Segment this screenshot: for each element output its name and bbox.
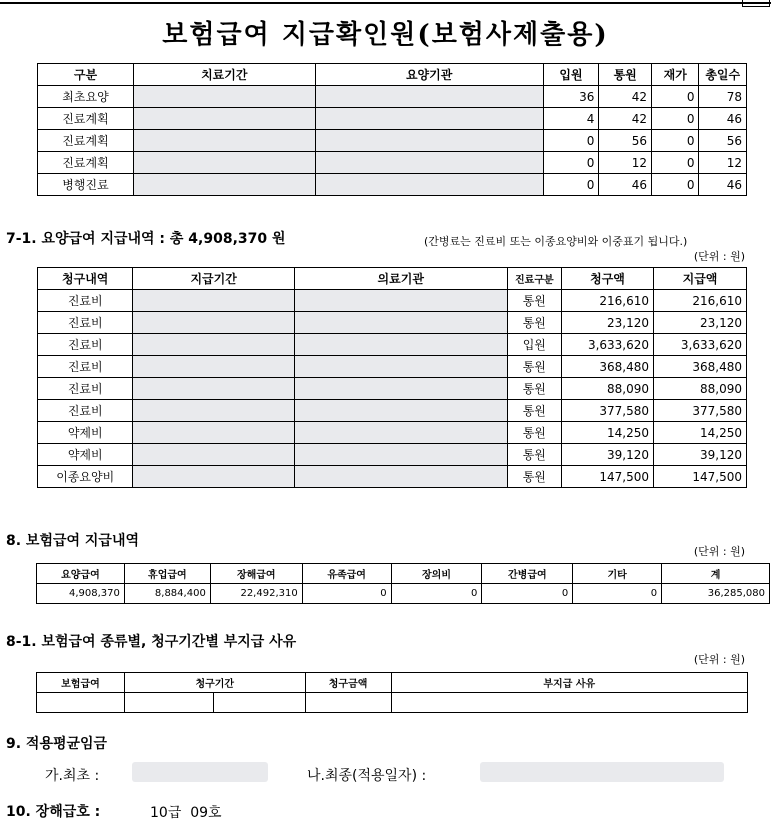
redacted-institution — [294, 356, 507, 378]
inpatient-cell: 0 — [543, 174, 599, 196]
col-header: 청구기간 — [124, 673, 305, 693]
amount-cell: 8,884,400 — [124, 584, 210, 604]
redacted-period — [133, 312, 294, 334]
table-row — [38, 290, 747, 312]
type-cell: 진료계획 — [38, 108, 134, 130]
empty-cell — [124, 693, 213, 713]
section-7-1-note: (간병료는 진료비 또는 이종요양비와 이중표기 됩니다.) — [424, 235, 688, 248]
paid-cell: 39,120 — [654, 444, 747, 466]
treatment-period-table — [37, 63, 747, 196]
initial-wage-label: 가.최초 : — [45, 768, 100, 784]
col-header: 지급액 — [654, 268, 747, 290]
table-row — [38, 422, 747, 444]
redacted-institution — [315, 152, 543, 174]
redacted-period — [133, 334, 294, 356]
amount-cell: 0 — [391, 584, 482, 604]
kind-cell: 통원 — [507, 378, 561, 400]
redacted-institution — [294, 312, 507, 334]
outpatient-cell: 42 — [599, 86, 652, 108]
kind-cell: 통원 — [507, 444, 561, 466]
redacted-institution — [294, 334, 507, 356]
item-cell: 진료비 — [38, 378, 133, 400]
empty-cell — [391, 693, 747, 713]
section-7-1-unit: (단위 : 원) — [693, 250, 745, 263]
redacted-institution — [294, 444, 507, 466]
total-days-cell: 78 — [699, 86, 747, 108]
redacted-period — [133, 174, 315, 196]
section-8-heading: 8. 보험급여 지급내역 — [6, 533, 139, 549]
empty-cell — [37, 693, 125, 713]
medical-payment-table — [37, 267, 747, 488]
amount-cell: 4,908,370 — [37, 584, 125, 604]
table-row — [38, 108, 747, 130]
section-8-unit: (단위 : 원) — [693, 545, 745, 558]
paid-cell: 88,090 — [654, 378, 747, 400]
col-header: 청구액 — [562, 268, 654, 290]
redacted-institution — [315, 174, 543, 196]
col-header: 진료구분 — [507, 268, 561, 290]
col-header: 요양기관 — [315, 64, 543, 86]
table-row — [38, 334, 747, 356]
redacted-period — [133, 378, 294, 400]
empty-cell — [213, 693, 305, 713]
item-cell: 진료비 — [38, 400, 133, 422]
col-header: 계 — [662, 564, 770, 584]
table-row — [38, 444, 747, 466]
home-cell: 0 — [652, 130, 699, 152]
home-cell: 0 — [652, 174, 699, 196]
kind-cell: 통원 — [507, 290, 561, 312]
redacted-period — [133, 466, 294, 488]
col-header: 총일수 — [699, 64, 747, 86]
col-header: 유족급여 — [302, 564, 391, 584]
kind-cell: 통원 — [507, 422, 561, 444]
outpatient-cell: 12 — [599, 152, 652, 174]
col-header: 부지급 사유 — [391, 673, 747, 693]
redacted-final-wage — [480, 762, 724, 782]
total-days-cell: 46 — [699, 174, 747, 196]
paid-cell: 216,610 — [654, 290, 747, 312]
inpatient-cell: 0 — [543, 152, 599, 174]
table-row — [37, 584, 770, 604]
claim-cell: 39,120 — [562, 444, 654, 466]
table-row — [38, 312, 747, 334]
table-row — [38, 152, 747, 174]
table-row — [37, 693, 748, 713]
claim-cell: 377,580 — [562, 400, 654, 422]
type-cell: 최초요양 — [38, 86, 134, 108]
home-cell: 0 — [652, 152, 699, 174]
col-header: 입원 — [543, 64, 599, 86]
redacted-period — [133, 444, 294, 466]
col-header: 장해급여 — [210, 564, 302, 584]
inpatient-cell: 4 — [543, 108, 599, 130]
top-border — [0, 2, 771, 4]
total-days-cell: 46 — [699, 108, 747, 130]
redacted-institution — [294, 466, 507, 488]
type-cell: 병행진료 — [38, 174, 134, 196]
paid-cell: 377,580 — [654, 400, 747, 422]
empty-cell — [305, 693, 391, 713]
col-header: 보험급여 — [37, 673, 125, 693]
amount-cell: 0 — [482, 584, 573, 604]
redacted-period — [133, 290, 294, 312]
col-header: 재가 — [652, 64, 699, 86]
item-cell: 진료비 — [38, 312, 133, 334]
amount-cell: 0 — [573, 584, 662, 604]
redacted-initial-wage — [132, 762, 268, 782]
inpatient-cell: 0 — [543, 130, 599, 152]
kind-cell: 입원 — [507, 334, 561, 356]
item-cell: 약제비 — [38, 422, 133, 444]
home-cell: 0 — [652, 86, 699, 108]
section-9-heading: 9. 적용평균임금 — [6, 736, 108, 752]
kind-cell: 통원 — [507, 466, 561, 488]
col-header: 기타 — [573, 564, 662, 584]
item-cell: 약제비 — [38, 444, 133, 466]
col-header: 구분 — [38, 64, 134, 86]
col-header: 치료기간 — [133, 64, 315, 86]
redacted-period — [133, 130, 315, 152]
col-header: 지급기간 — [133, 268, 294, 290]
table-row — [38, 86, 747, 108]
table-row — [38, 378, 747, 400]
total-days-cell: 12 — [699, 152, 747, 174]
col-header: 통원 — [599, 64, 652, 86]
redacted-institution — [294, 400, 507, 422]
corner-mark — [742, 0, 770, 7]
redacted-institution — [294, 422, 507, 444]
item-cell: 진료비 — [38, 290, 133, 312]
redacted-period — [133, 152, 315, 174]
redacted-institution — [294, 378, 507, 400]
redacted-institution — [315, 130, 543, 152]
redacted-period — [133, 356, 294, 378]
final-wage-label: 나.최종(적용일자) : — [307, 768, 427, 784]
amount-cell: 0 — [302, 584, 391, 604]
col-header: 청구금액 — [305, 673, 391, 693]
claim-cell: 147,500 — [562, 466, 654, 488]
col-header: 청구내역 — [38, 268, 133, 290]
claim-cell: 3,633,620 — [562, 334, 654, 356]
redacted-institution — [315, 86, 543, 108]
paid-cell: 23,120 — [654, 312, 747, 334]
kind-cell: 통원 — [507, 356, 561, 378]
paid-cell: 147,500 — [654, 466, 747, 488]
home-cell: 0 — [652, 108, 699, 130]
col-header: 장의비 — [391, 564, 482, 584]
col-header: 의료기관 — [294, 268, 507, 290]
non-payment-table — [36, 672, 748, 713]
redacted-institution — [294, 290, 507, 312]
section-8-1-heading: 8-1. 보험급여 종류별, 청구기간별 부지급 사유 — [6, 634, 297, 650]
claim-cell: 14,250 — [562, 422, 654, 444]
claim-cell: 216,610 — [562, 290, 654, 312]
redacted-period — [133, 422, 294, 444]
page-title: 보험급여 지급확인원(보험사제출용) — [162, 20, 609, 50]
claim-cell: 368,480 — [562, 356, 654, 378]
paid-cell: 3,633,620 — [654, 334, 747, 356]
paid-cell: 14,250 — [654, 422, 747, 444]
item-cell: 진료비 — [38, 356, 133, 378]
redacted-period — [133, 400, 294, 422]
redacted-period — [133, 108, 315, 130]
total-amount-cell: 36,285,080 — [662, 584, 770, 604]
col-header: 휴업급여 — [124, 564, 210, 584]
type-cell: 진료계획 — [38, 152, 134, 174]
section-8-1-unit: (단위 : 원) — [693, 653, 745, 666]
total-days-cell: 56 — [699, 130, 747, 152]
claim-cell: 88,090 — [562, 378, 654, 400]
table-row — [38, 466, 747, 488]
item-cell: 진료비 — [38, 334, 133, 356]
col-header: 요양급여 — [37, 564, 125, 584]
disability-grade-value: 10급 09호 — [150, 805, 222, 821]
item-cell: 이종요양비 — [38, 466, 133, 488]
inpatient-cell: 36 — [543, 86, 599, 108]
table-row — [38, 130, 747, 152]
table-row — [38, 356, 747, 378]
amount-cell: 22,492,310 — [210, 584, 302, 604]
outpatient-cell: 46 — [599, 174, 652, 196]
type-cell: 진료계획 — [38, 130, 134, 152]
kind-cell: 통원 — [507, 400, 561, 422]
section-10-heading: 10. 장해급호 : — [6, 804, 101, 820]
claim-cell: 23,120 — [562, 312, 654, 334]
outpatient-cell: 56 — [599, 130, 652, 152]
insurance-benefit-table — [36, 563, 770, 604]
outpatient-cell: 42 — [599, 108, 652, 130]
table-row — [38, 174, 747, 196]
col-header: 간병급여 — [482, 564, 573, 584]
paid-cell: 368,480 — [654, 356, 747, 378]
redacted-period — [133, 86, 315, 108]
table-row — [38, 400, 747, 422]
kind-cell: 통원 — [507, 312, 561, 334]
redacted-institution — [315, 108, 543, 130]
section-7-1-heading: 7-1. 요양급여 지급내역 : 총 4,908,370 원 — [6, 231, 286, 247]
